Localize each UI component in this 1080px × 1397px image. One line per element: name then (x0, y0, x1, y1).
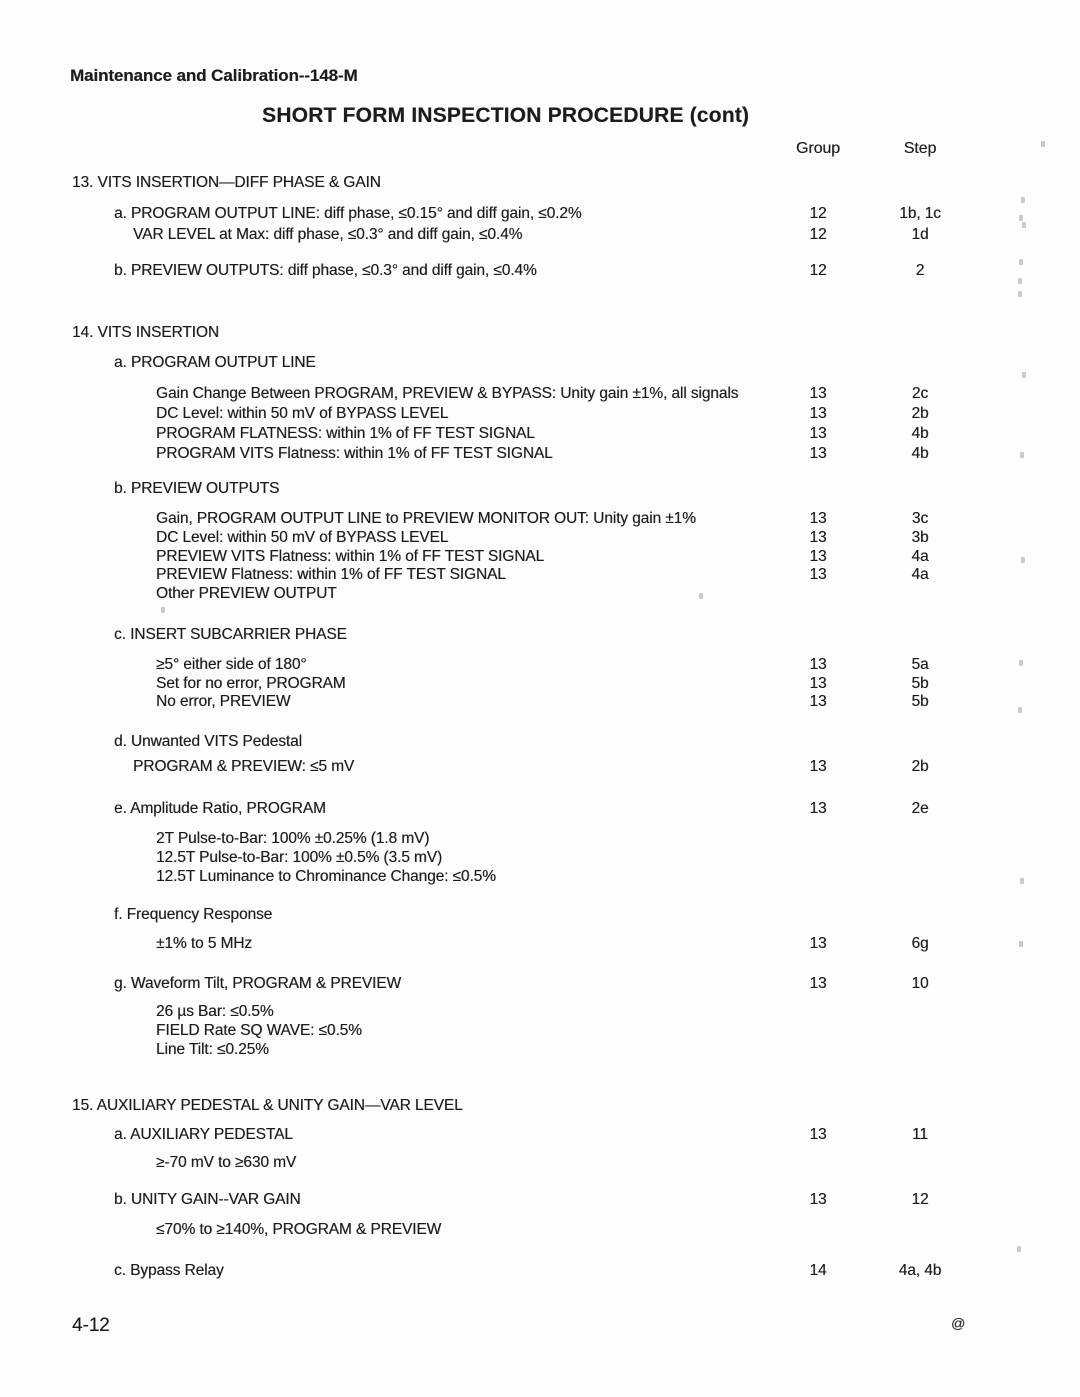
row-group: 13 (809, 425, 827, 442)
row-group: 12 (809, 205, 827, 222)
procedure-row (0, 829, 1080, 849)
procedure-row (0, 1021, 1080, 1041)
scan-speck (161, 607, 165, 613)
row-step: 12 (911, 1191, 929, 1208)
row-text: DC Level: within 50 mV of BYPASS LEVEL (156, 529, 449, 546)
row-group: 13 (809, 566, 827, 583)
procedure-row (0, 799, 1080, 819)
row-text: Gain, PROGRAM OUTPUT LINE to PREVIEW MONITOR OUT: Unity gain ±1% (156, 510, 696, 527)
scan-speck (1021, 557, 1025, 563)
row-step: 4a (911, 566, 929, 583)
procedure-row (0, 625, 1080, 645)
row-group: 12 (809, 262, 827, 279)
row-text: PREVIEW Flatness: within 1% of FF TEST SIGNAL (156, 566, 506, 583)
procedure-row (0, 1040, 1080, 1060)
row-text: ≥5° either side of 180° (156, 656, 307, 673)
scan-speck (699, 593, 703, 599)
row-text: ≤70% to ≥140%, PROGRAM & PREVIEW (156, 1221, 442, 1238)
procedure-row (0, 1220, 1080, 1240)
at-sign-mark: @ (951, 1315, 966, 1331)
column-header-group: Group (796, 140, 840, 157)
row-step: 5b (911, 675, 929, 692)
procedure-row (0, 1002, 1080, 1022)
row-text: PROGRAM & PREVIEW: ≤5 mV (133, 758, 355, 775)
row-group: 13 (809, 935, 827, 952)
row-text: 13. VITS INSERTION—DIFF PHASE & GAIN (72, 174, 381, 191)
row-text: c. INSERT SUBCARRIER PHASE (114, 626, 347, 643)
procedure-row (0, 204, 1080, 224)
row-text: b. PREVIEW OUTPUTS (114, 480, 280, 497)
row-step: 2b (911, 758, 929, 775)
row-text: Other PREVIEW OUTPUT (156, 585, 337, 602)
row-step: 6g (911, 935, 929, 952)
row-step: 4b (911, 445, 929, 462)
row-step: 2 (915, 262, 925, 279)
row-text: a. PROGRAM OUTPUT LINE: diff phase, ≤0.15° and diff gain, ≤0.2% (114, 205, 582, 222)
row-group: 14 (809, 1262, 827, 1279)
procedure-row (0, 905, 1080, 925)
row-text: Line Tilt: ≤0.25% (156, 1041, 269, 1058)
row-text: 15. AUXILIARY PEDESTAL & UNITY GAIN—VAR LEVEL (72, 1097, 463, 1114)
row-text: DC Level: within 50 mV of BYPASS LEVEL (156, 405, 449, 422)
row-text: b. PREVIEW OUTPUTS: diff phase, ≤0.3° and diff gain, ≤0.4% (114, 262, 537, 279)
row-group: 13 (809, 529, 827, 546)
procedure-row (0, 1261, 1080, 1281)
procedure-row (0, 565, 1080, 585)
procedure-row (0, 384, 1080, 404)
row-group: 13 (809, 1191, 827, 1208)
doc-header: Maintenance and Calibration--148-M (70, 66, 358, 85)
scan-speck (1022, 372, 1026, 378)
scan-speck (1019, 259, 1023, 265)
row-text: f. Frequency Response (114, 906, 273, 923)
procedure-row (0, 674, 1080, 694)
row-text: c. Bypass Relay (114, 1262, 224, 1279)
scan-speck (1019, 941, 1023, 947)
row-group: 13 (809, 693, 827, 710)
row-group: 13 (809, 1126, 827, 1143)
row-step: 4a, 4b (898, 1262, 942, 1279)
scan-speck (1041, 141, 1045, 147)
row-step: 1d (911, 226, 929, 243)
row-text: VAR LEVEL at Max: diff phase, ≤0.3° and diff gain, ≤0.4% (133, 226, 523, 243)
procedure-row (0, 757, 1080, 777)
procedure-row (0, 867, 1080, 887)
procedure-row (0, 225, 1080, 245)
row-text: ≥-70 mV to ≥630 mV (156, 1154, 297, 1171)
row-step: 5a (911, 656, 929, 673)
row-group: 13 (809, 656, 827, 673)
row-group: 13 (809, 758, 827, 775)
procedure-row (0, 974, 1080, 994)
row-group: 13 (809, 445, 827, 462)
row-text: FIELD Rate SQ WAVE: ≤0.5% (156, 1022, 362, 1039)
procedure-row (0, 584, 1080, 604)
row-group: 13 (809, 510, 827, 527)
scan-speck (1020, 452, 1024, 458)
scan-speck (1018, 707, 1022, 713)
section-heading (0, 173, 1080, 193)
procedure-row (0, 655, 1080, 675)
row-step: 4b (911, 425, 929, 442)
scan-speck (1018, 278, 1022, 284)
procedure-row (0, 732, 1080, 752)
procedure-row (0, 424, 1080, 444)
row-step: 4a (911, 548, 929, 565)
row-text: b. UNITY GAIN--VAR GAIN (114, 1191, 301, 1208)
row-group: 13 (809, 385, 827, 402)
row-step: 2b (911, 405, 929, 422)
row-text: ±1% to 5 MHz (156, 935, 253, 952)
row-group: 12 (809, 226, 827, 243)
page-title: SHORT FORM INSPECTION PROCEDURE (cont) (262, 104, 750, 127)
row-text: Set for no error, PROGRAM (156, 675, 346, 692)
row-step: 11 (912, 1126, 928, 1143)
scan-speck (1021, 197, 1025, 203)
row-text: g. Waveform Tilt, PROGRAM & PREVIEW (114, 975, 402, 992)
row-text: No error, PREVIEW (156, 693, 291, 710)
row-text: PROGRAM FLATNESS: within 1% of FF TEST SIGNAL (156, 425, 535, 442)
procedure-row (0, 509, 1080, 529)
row-step: 2e (911, 800, 929, 817)
row-step: 1b, 1c (899, 205, 941, 222)
column-header-step: Step (903, 140, 937, 157)
row-step: 3c (911, 510, 929, 527)
scan-speck (1017, 1246, 1021, 1252)
procedure-row (0, 261, 1080, 281)
row-text: 26 µs Bar: ≤0.5% (156, 1003, 274, 1020)
procedure-row (0, 404, 1080, 424)
procedure-row (0, 479, 1080, 499)
procedure-row (0, 1153, 1080, 1173)
procedure-row (0, 848, 1080, 868)
page-number: 4-12 (72, 1315, 110, 1336)
row-text: a. AUXILIARY PEDESTAL (114, 1126, 293, 1143)
procedure-row (0, 547, 1080, 567)
row-group: 13 (809, 675, 827, 692)
row-text: 2T Pulse-to-Bar: 100% ±0.25% (1.8 mV) (156, 830, 430, 847)
scan-speck (1022, 222, 1026, 228)
procedure-row (0, 934, 1080, 954)
scan-speck (1019, 215, 1023, 221)
procedure-row (0, 353, 1080, 373)
scan-speck (1019, 660, 1023, 666)
row-text: e. Amplitude Ratio, PROGRAM (114, 800, 326, 817)
row-step: 2c (911, 385, 929, 402)
row-text: PROGRAM VITS Flatness: within 1% of FF TEST SIGNAL (156, 445, 553, 462)
row-step: 5b (911, 693, 929, 710)
scan-speck (1018, 291, 1022, 297)
row-group: 13 (809, 405, 827, 422)
row-text: d. Unwanted VITS Pedestal (114, 733, 302, 750)
procedure-row (0, 1190, 1080, 1210)
procedure-row (0, 528, 1080, 548)
row-group: 13 (809, 548, 827, 565)
row-group: 13 (809, 800, 827, 817)
procedure-row (0, 692, 1080, 712)
row-text: 12.5T Pulse-to-Bar: 100% ±0.5% (3.5 mV) (156, 849, 443, 866)
section-heading (0, 323, 1080, 343)
row-group: 13 (809, 975, 827, 992)
row-step: 3b (911, 529, 929, 546)
row-text: a. PROGRAM OUTPUT LINE (114, 354, 316, 371)
procedure-row (0, 1125, 1080, 1145)
row-text: PREVIEW VITS Flatness: within 1% of FF TEST SIGNAL (156, 548, 545, 565)
row-text: 14. VITS INSERTION (72, 324, 219, 341)
procedure-row (0, 444, 1080, 464)
row-step: 10 (911, 975, 929, 992)
section-heading (0, 1096, 1080, 1116)
row-text: 12.5T Luminance to Chrominance Change: ≤0.5% (156, 868, 496, 885)
scan-speck (1020, 878, 1024, 884)
row-text: Gain Change Between PROGRAM, PREVIEW & BYPASS: Unity gain ±1%, all signals (156, 385, 739, 402)
